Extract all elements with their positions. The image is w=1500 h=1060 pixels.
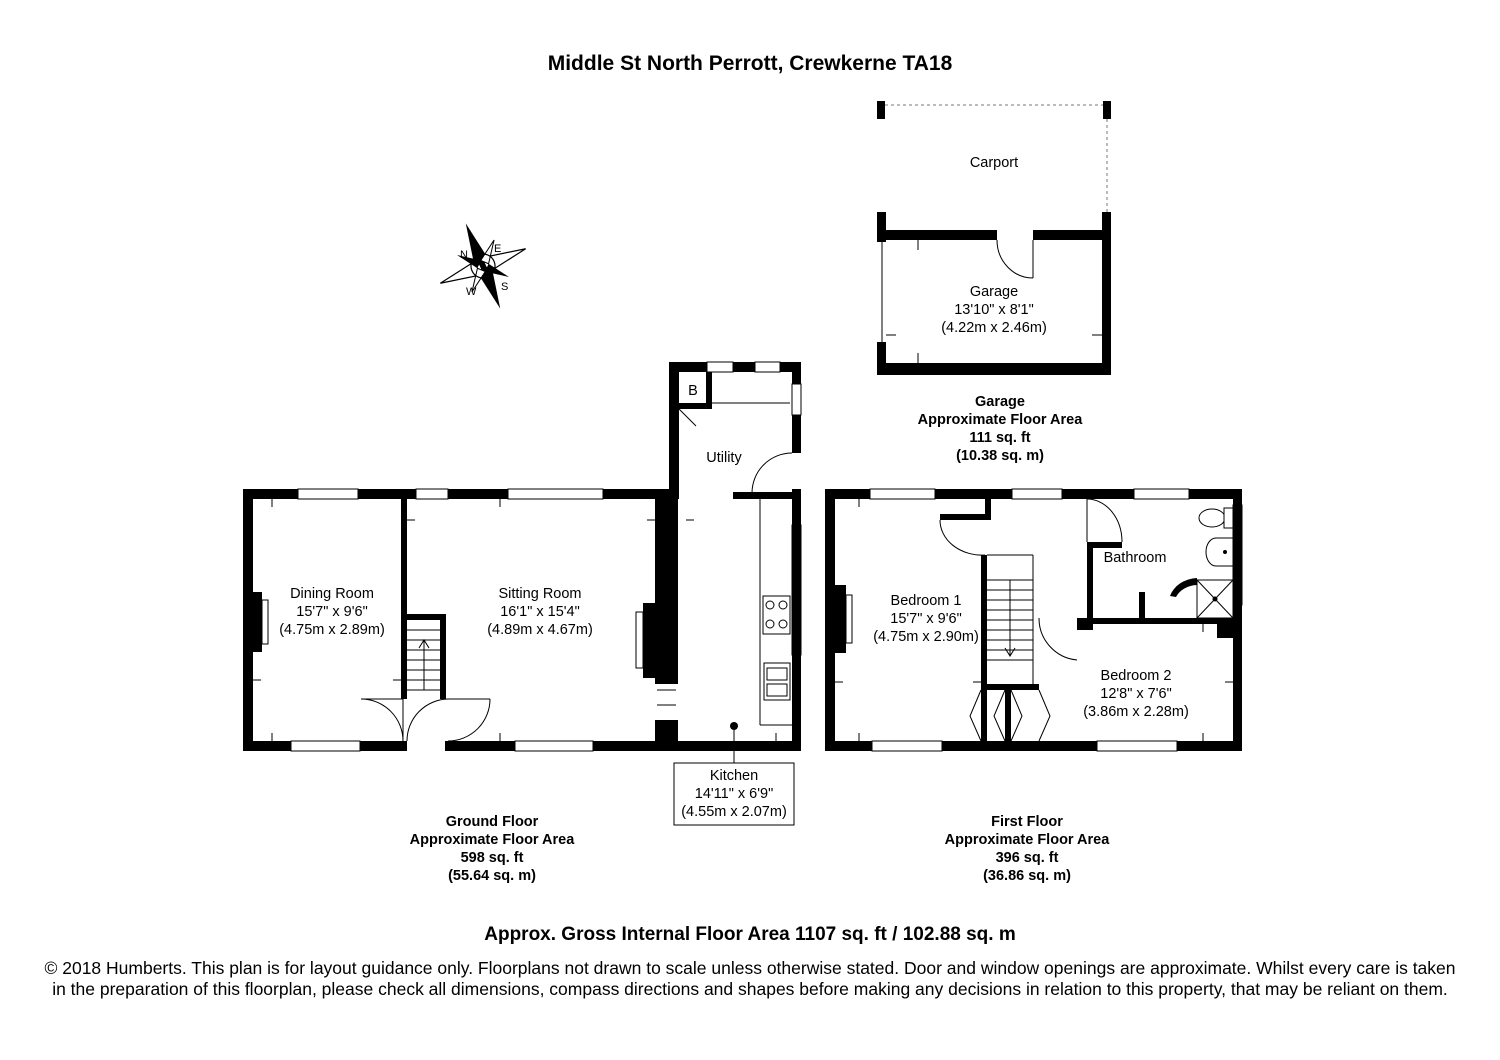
area-sqm: (55.64 sq. m)	[448, 868, 536, 884]
area-sqft: 598 sq. ft	[460, 850, 524, 866]
room-size-metric: (4.75m x 2.90m)	[873, 629, 979, 645]
page-title: Middle St North Perrott, Crewkerne TA18	[547, 52, 953, 75]
room-name: Dining Room	[290, 586, 374, 602]
room-size-metric: (3.86m x 2.28m)	[1083, 704, 1189, 720]
room-size-imperial: 15'7" x 9'6"	[890, 611, 962, 627]
room-size-metric: (4.75m x 2.89m)	[279, 622, 385, 638]
bedroom-2-label	[1066, 667, 1206, 721]
floor-name: First Floor	[991, 814, 1063, 830]
disclaimer-text: © 2018 Humberts. This plan is for layout guidance only. Floorplans not drawn to scale unless otherwise stated. Door and window openings are approximate. Whilst every care is taken in the preparation of this floorplan, please check all dimensions, compass directions and shapes before making any decisions in relation to this property, that may be reliant on them.	[44, 958, 1456, 999]
room-size-imperial: 12'8" x 7'6"	[1100, 686, 1172, 702]
gross-internal-area: Approx. Gross Internal Floor Area 1107 sq. ft / 102.88 sq. m	[484, 924, 1016, 945]
room-name: Garage	[969, 284, 1019, 300]
floor-name: Ground Floor	[445, 814, 539, 830]
room-size-imperial: 13'10" x 8'1"	[954, 302, 1034, 318]
bedroom-1-label	[856, 592, 996, 646]
dining-room-label	[262, 585, 402, 639]
room-size-metric: (4.55m x 2.07m)	[681, 804, 787, 820]
compass-s-label: S	[501, 281, 509, 293]
room-name: Sitting Room	[498, 586, 582, 602]
room-size-imperial: 15'7" x 9'6"	[296, 604, 368, 620]
ground-floor-area-label	[372, 813, 612, 885]
area-label: Approximate Floor Area	[409, 832, 575, 848]
floor-name: Garage	[975, 394, 1025, 410]
garage-area-label	[880, 393, 1120, 465]
room-name: Bedroom 1	[890, 593, 962, 609]
kitchen-label	[674, 767, 794, 821]
area-sqm: (10.38 sq. m)	[956, 448, 1044, 464]
room-size-metric: (4.89m x 4.67m)	[487, 622, 593, 638]
sitting-room-label	[470, 585, 610, 639]
bathroom-label: Bathroom	[1103, 550, 1167, 566]
compass-w-label: W	[466, 286, 477, 298]
garage-room-label	[914, 283, 1074, 337]
first-floor-area-label	[907, 813, 1147, 885]
compass-e-label: E	[494, 243, 502, 255]
room-name: Bedroom 2	[1100, 668, 1172, 684]
carport-label: Carport	[969, 155, 1019, 171]
boiler-label: B	[688, 383, 698, 399]
room-name: Kitchen	[709, 768, 759, 784]
area-sqft: 111 sq. ft	[969, 430, 1031, 446]
compass-n-label: N	[460, 249, 468, 261]
area-sqm: (36.86 sq. m)	[983, 868, 1071, 884]
area-sqft: 396 sq. ft	[995, 850, 1059, 866]
utility-label: Utility	[706, 450, 742, 466]
area-label: Approximate Floor Area	[944, 832, 1110, 848]
room-size-imperial: 16'1" x 15'4"	[500, 604, 580, 620]
compass-rose	[423, 206, 543, 326]
room-size-metric: (4.22m x 2.46m)	[941, 320, 1047, 336]
area-label: Approximate Floor Area	[917, 412, 1083, 428]
room-size-imperial: 14'11" x 6'9"	[694, 786, 774, 802]
